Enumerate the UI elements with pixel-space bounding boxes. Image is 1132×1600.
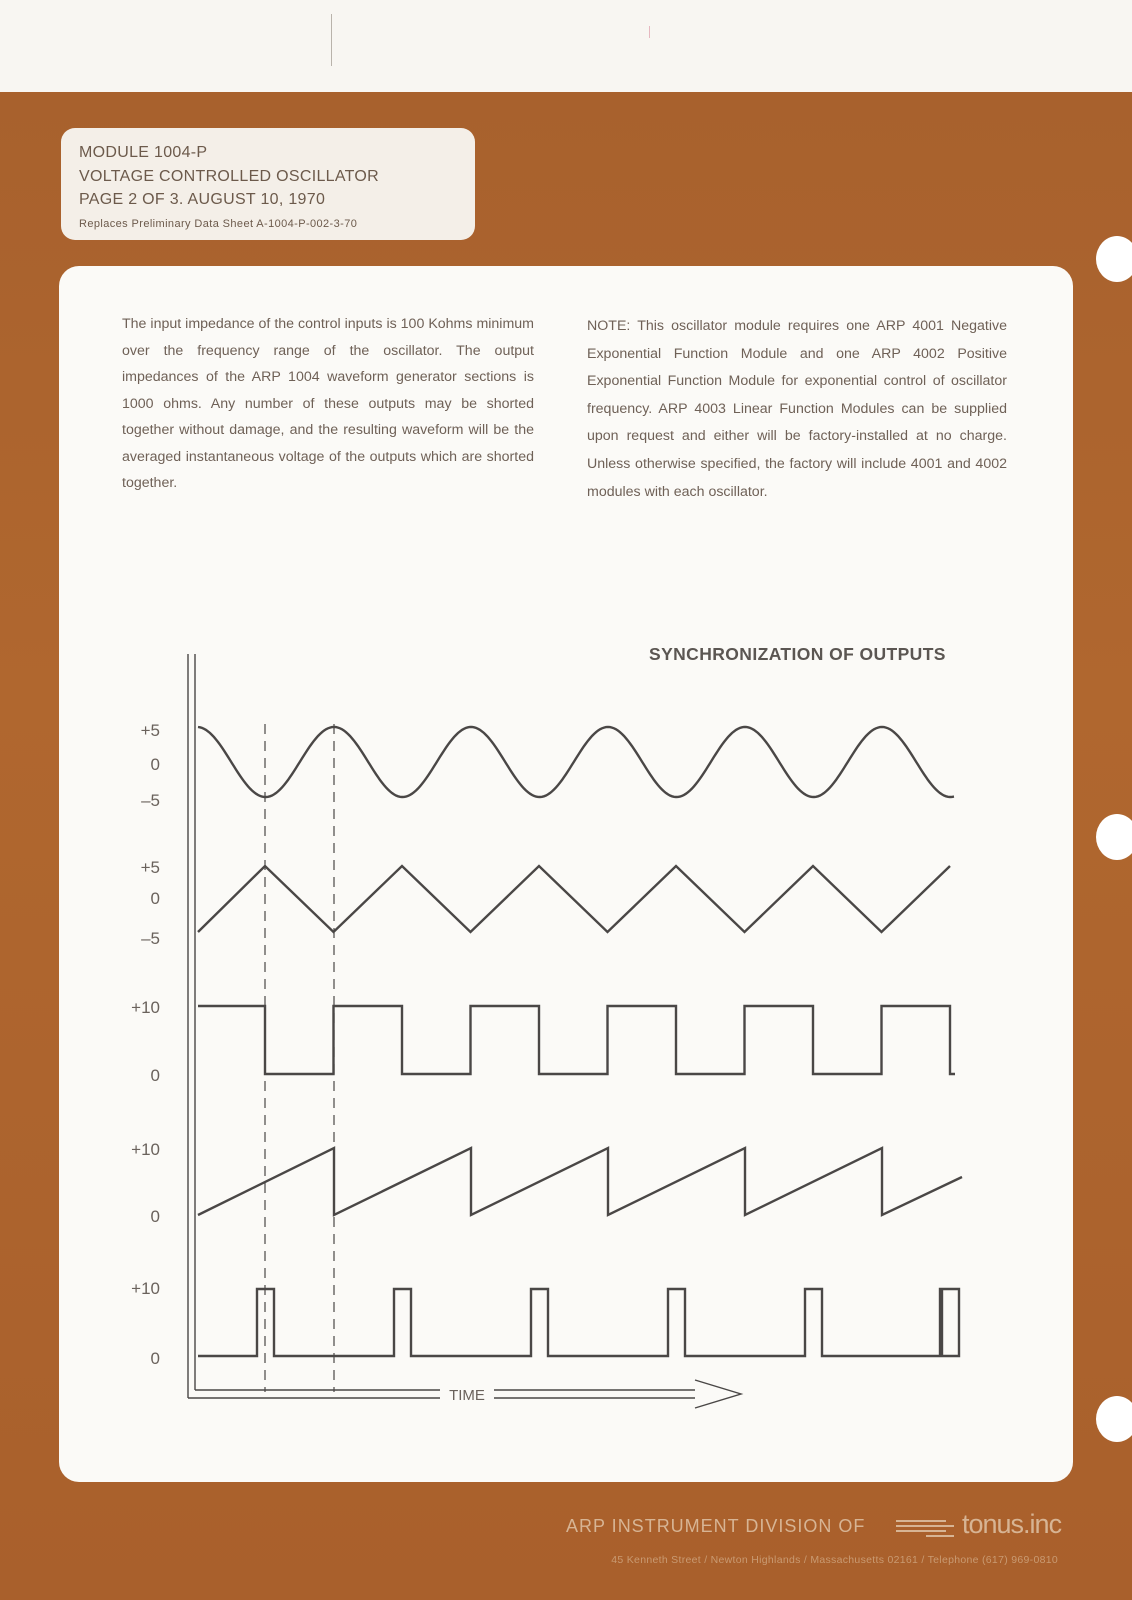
logo-lines-icon: [896, 1517, 960, 1539]
footer-company: ARP INSTRUMENT DIVISION OF: [566, 1516, 866, 1536]
x-axis-label: TIME: [449, 1387, 485, 1404]
waveform-level-label: +5: [140, 721, 160, 740]
page-date: PAGE 2 OF 3. AUGUST 10, 1970: [79, 191, 326, 208]
waveform-level-label: +10: [131, 1140, 160, 1159]
footer-logo: tonus.inc: [962, 1509, 1062, 1539]
diagram-title: SYNCHRONIZATION OF OUTPUTS: [649, 644, 946, 664]
left-paragraph: The input impedance of the control inputs is 100 Kohms minimum over the frequency range of the oscillator. The output impedances of the ARP 1004 waveform generator sections is 1000 ohms. Any number of these outputs may be shorted together without damage, and the resulting waveform will be the averaged instantaneous voltage of the outputs which are shorted together.: [122, 316, 534, 491]
waveform-level-label: 0: [150, 1349, 160, 1368]
waveform-level-label: 0: [150, 1207, 160, 1226]
waveform-level-label: –5: [141, 929, 160, 948]
waveform-level-label: 0: [150, 889, 160, 908]
module-number: MODULE 1004-P: [79, 144, 208, 161]
sawtooth-waveform: [198, 1148, 962, 1215]
pulse-waveform: [198, 1289, 960, 1356]
square-waveform: [198, 1006, 955, 1074]
punch-hole: [1096, 1396, 1132, 1442]
waveform-level-label: +10: [131, 1279, 160, 1298]
triangle-waveform: [198, 866, 950, 932]
waveform-level-label: 0: [150, 755, 160, 774]
module-title: VOLTAGE CONTROLLED OSCILLATOR: [79, 168, 380, 185]
time-arrow-icon: [695, 1380, 741, 1408]
right-paragraph: NOTE: This oscillator module requires one ARP 4001 Negative Exponential Function Module and one ARP 4002 Positive Exponential Function Module for exponential control of oscillator frequency. ARP 4003 Linear Function Modules can be supplied upon request and either will be factory-installed at no charge. Unless otherwise specified, the factory will include 4001 and 4002 modules with each oscillator.: [587, 318, 1007, 500]
waveform-level-label: +5: [140, 858, 160, 877]
footer-address: 45 Kenneth Street / Newton Highlands / Massachusetts 02161 / Telephone (617) 969-0810: [611, 1554, 1058, 1566]
sine-waveform: [198, 727, 954, 797]
waveform-level-label: –5: [141, 791, 160, 810]
waveform-level-label: +10: [131, 998, 160, 1017]
punch-hole: [1096, 236, 1132, 282]
replaces-note: Replaces Preliminary Data Sheet A-1004-P-002-3-70: [79, 218, 358, 230]
waveform-level-label: 0: [150, 1066, 160, 1085]
punch-hole: [1096, 814, 1132, 860]
